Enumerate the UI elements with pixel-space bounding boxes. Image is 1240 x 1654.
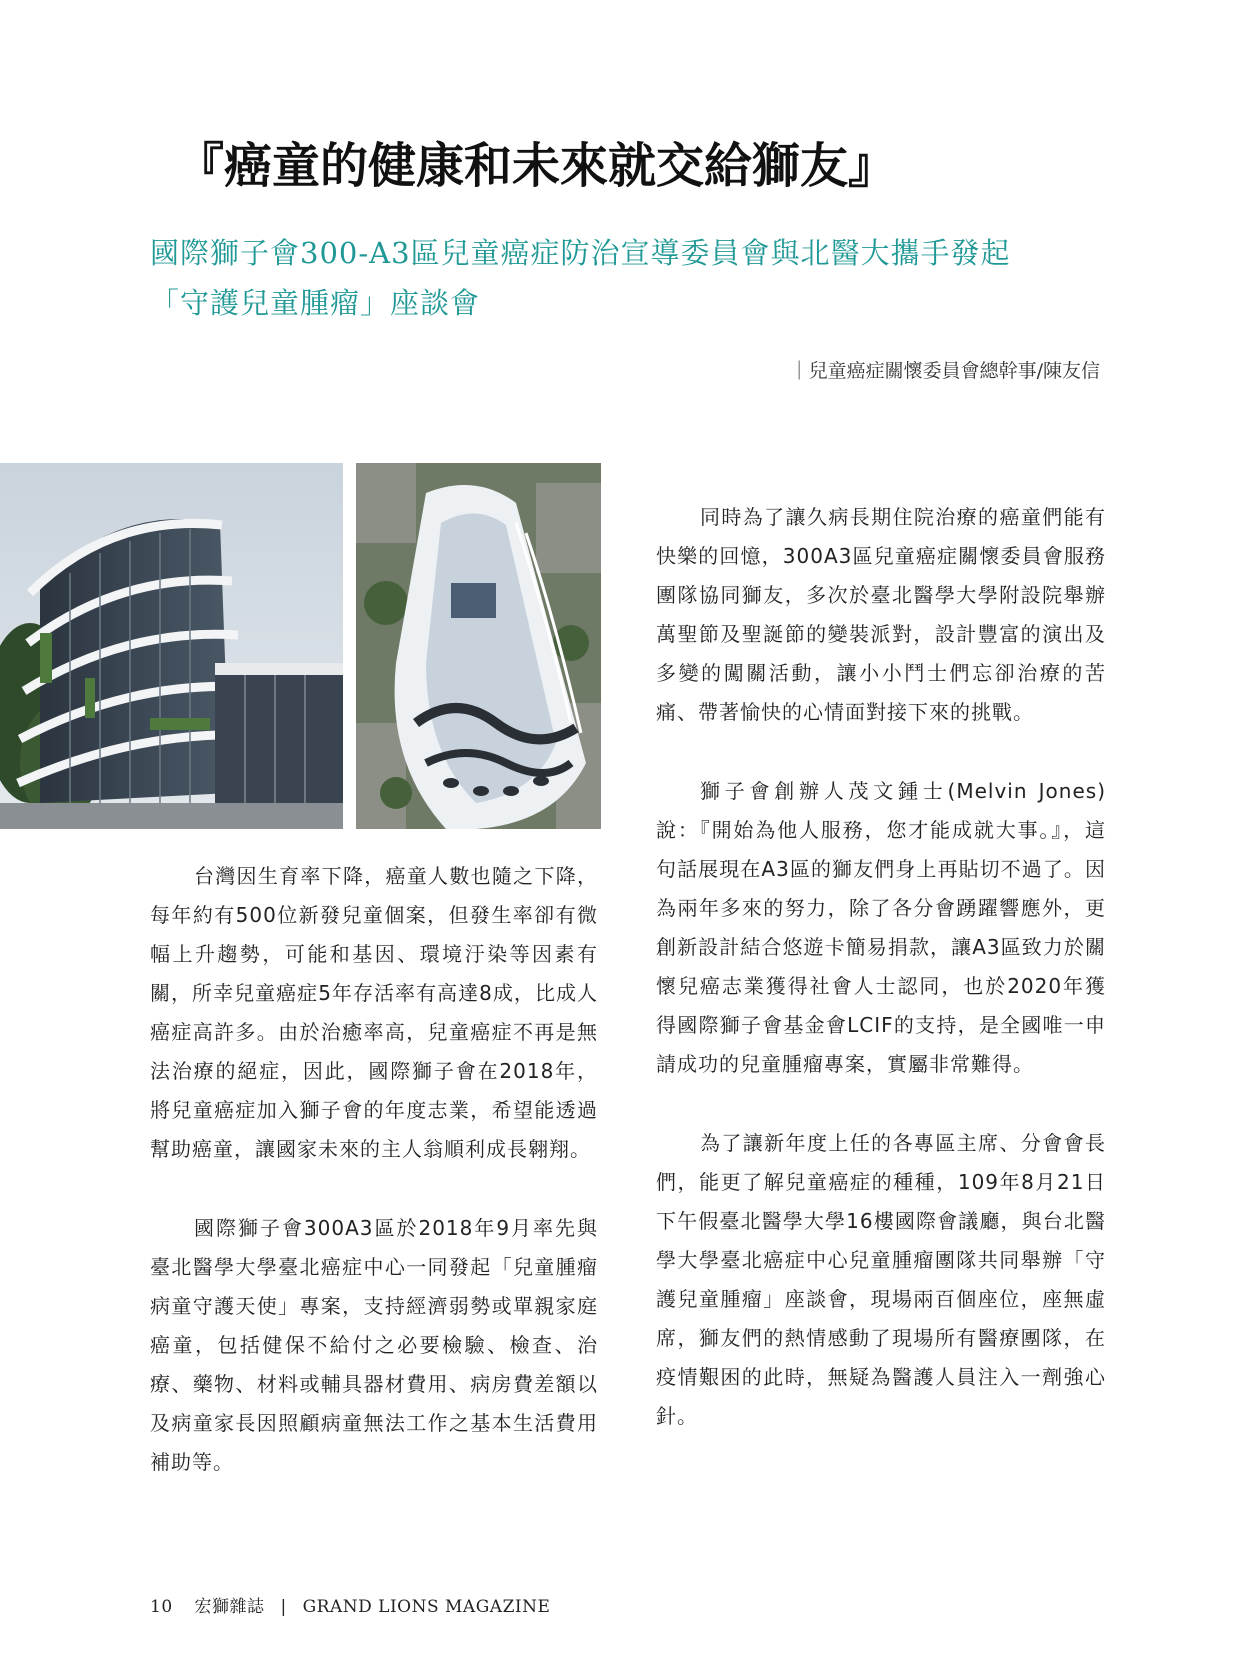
article-subtitle bbox=[150, 228, 1150, 328]
article-title: 『癌童的健康和未來就交給獅友』 bbox=[176, 138, 897, 194]
paragraph: 國際獅子會300A3區於2018年9月率先與臺北醫學大學臺北癌症中心一同發起「兒童腫瘤病童守護天使」專案，支持經濟弱勢或單親家庭癌童，包括健保不給付之必要檢驗、檢查、治療、藥物、材料或輔具器材費用、病房費差額以及病童家長因照顧病童無法工作之基本生活費用補助等。 bbox=[150, 1216, 598, 1474]
page-number: 10 bbox=[150, 1597, 173, 1617]
magazine-name-cn: 宏獅雜誌 bbox=[194, 1597, 265, 1617]
page-footer bbox=[150, 1592, 566, 1617]
subtitle-line-2: 「守護兒童腫瘤」座談會 bbox=[150, 286, 481, 320]
right-text-column bbox=[656, 498, 1106, 1476]
building-exterior-photo bbox=[0, 463, 343, 829]
paragraph: 同時為了讓久病長期住院治療的癌童們能有快樂的回憶，300A3區兒童癌症關懷委員會服務團隊協同獅友，多次於臺北醫學大學附設院舉辦萬聖節及聖誕節的變裝派對，設計豐富的演出及多變的闖關活動，讓小小鬥士們忘卻治療的苦痛、帶著愉快的心情面對接下來的挑戰。 bbox=[656, 505, 1106, 724]
magazine-name-en: GRAND LIONS MAGAZINE bbox=[302, 1597, 551, 1617]
footer-separator: | bbox=[280, 1597, 287, 1617]
paragraph: 獅子會創辦人茂文鍾士(Melvin Jones)說：『開始為他人服務，您才能成就大事。』，這句話展現在A3區的獅友們身上再貼切不過了。因為兩年多來的努力，除了各分會踴躍響應外，更創新設計結合悠遊卡簡易捐款，讓A3區致力於關懷兒癌志業獲得社會人士認同，也於2020年獲得國際獅子會基金會LCIF的支持，是全國唯一申請成功的兒童腫瘤專案，實屬非常難得。 bbox=[656, 779, 1106, 1076]
subtitle-line-1: 國際獅子會300-A3區兒童癌症防治宣導委員會與北醫大攜手發起 bbox=[150, 236, 1011, 270]
author-byline: ｜兒童癌症關懷委員會總幹事/陳友信 bbox=[789, 360, 1100, 382]
paragraph: 為了讓新年度上任的各專區主席、分會會長們，能更了解兒童癌症的種種，109年8月21日下午假臺北醫學大學16樓國際會議廳，與台北醫學大學臺北癌症中心兒童腫瘤團隊共同舉辦「守護兒童腫瘤」座談會，現場兩百個座位，座無虛席，獅友們的熱情感動了現場所有醫療團隊，在疫情艱困的此時，無疑為醫護人員注入一劑強心針。 bbox=[656, 1131, 1106, 1428]
left-text-column bbox=[150, 857, 598, 1522]
building-aerial-photo bbox=[356, 463, 601, 829]
paragraph: 台灣因生育率下降，癌童人數也隨之下降，每年約有500位新發兒童個案，但發生率卻有微幅上升趨勢，可能和基因、環境汙染等因素有關，所幸兒童癌症5年存活率有高達8成，比成人癌症高許多。由於治癒率高，兒童癌症不再是無法治療的絕症，因此，國際獅子會在2018年，將兒童癌症加入獅子會的年度志業，希望能透過幫助癌童，讓國家未來的主人翁順利成長翱翔。 bbox=[150, 864, 598, 1161]
